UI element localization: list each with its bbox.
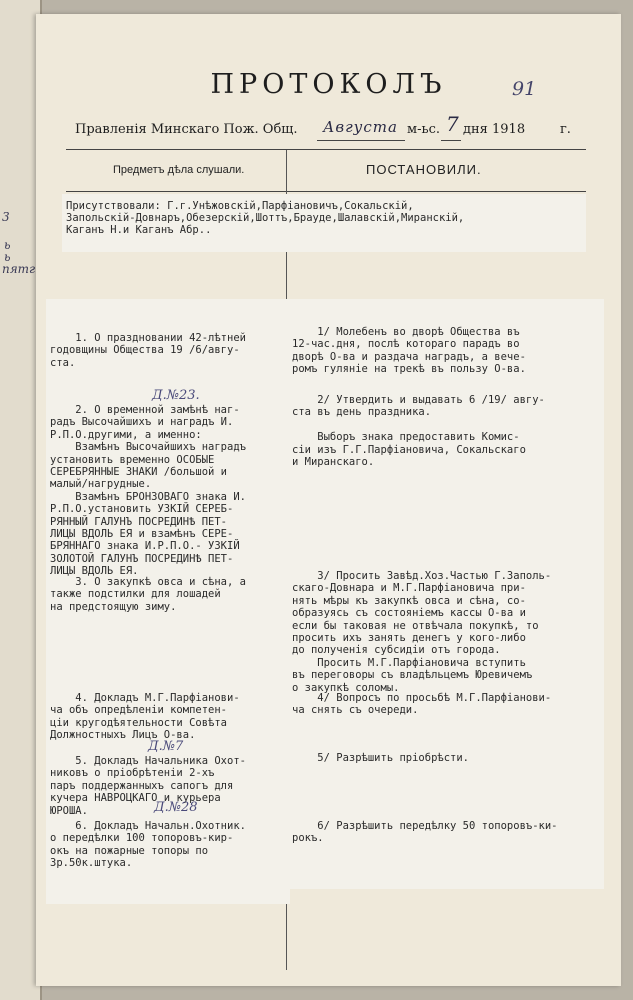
agenda-line: Взамѣнъ Высочайшихъ наградъ [50,441,246,454]
agenda-line: 6. Докладъ Начальн.Охотник. [50,820,246,832]
decision-line: Выборъ знака предоставить Комис- [292,431,520,444]
decision-line: скаго-Довнара и М.Г.Парфіановича при- [292,582,526,595]
agenda-line: 3р.50к.штука. [50,857,133,870]
header-day-year: дня 1918 [463,122,526,137]
agenda-line: Р.П.О.установить УЗКІЙ СЕРЕБ- [50,503,234,516]
agenda-line: на предстоящую зиму. [50,600,177,613]
agenda-line: кучера НАВРОЦКАГО и курьера [50,792,221,805]
attendance-line: Запольскій-Довнаръ,Обезерскій,Шоттъ,Брауде,Шалавскій,Миранскій, [66,212,465,224]
agenda-item-2 [50,404,246,578]
agenda-line: годовщины Общества 19 /6/авгу- [50,344,240,357]
agenda-line: 1. О праздновании 42-лѣтней [50,332,246,344]
margin-mark: пятг [2,262,36,276]
protocol-sheet [36,14,621,986]
decision-line: Просить М.Г.Парфіановича вступить [292,656,526,669]
decision-line: о закупкѣ соломы. [292,681,400,694]
agenda-line: ста. [50,356,76,369]
decision-line: дворѣ О-ва и раздача наградъ, а вече- [292,350,526,363]
attendance-line: Присутствовали: Г.г.Унѣжовскій,Парфіановичъ,Сокальскій, [66,200,414,212]
agenda-line: установить временно ОСОБЫЕ [50,453,215,466]
agenda-line: ЛИЦЫ ВДОЛЬ ЕЯ и взамѣнъ СЕРЕ- [50,528,234,541]
decision-line: если бы таковая не отвѣчала покупкѣ, то [292,619,539,632]
header-prefix: Правленія Минскаго Пож. Общ. [75,122,298,137]
agenda-item-1 [50,332,246,369]
decision-line: 1/ Молебенъ во дворѣ Общества въ [292,326,520,338]
agenda-line: окъ на пожарные топоры по [50,844,209,857]
case-stamp: Д.№28 [154,800,198,815]
decision-line: нять мѣры къ закупкѣ овса и сѣна, со- [292,594,526,607]
agenda-line: радъ Высочайшихъ и наградъ И. [50,416,234,429]
header-year-suffix: г. [560,122,571,137]
decision-line: ромъ гуляніе на трекѣ въ пользу О-ва. [292,363,526,376]
decision-line: 3/ Просить Завѣд.Хоз.Частью Г.Заполь- [292,570,552,582]
decision-4 [292,692,551,717]
header-day-rule [441,140,461,141]
protocol-title: ПРОТОКОЛЪ [210,69,447,100]
case-stamp: Д.№23. [152,388,200,403]
decision-2 [292,394,545,468]
agenda-line: ча объ опредѣленіи компетен- [50,704,228,717]
agenda-line: 5. Докладъ Начальника Охот- [50,755,246,767]
agenda-line: ЮРОША. [50,804,88,817]
decision-line: 5/ Разрѣшить пріобрѣсти. [292,752,470,764]
agenda-line: также подстилки для лошадей [50,588,221,601]
agenda-line: 3. О закупкѣ овса и сѣна, а [50,576,246,588]
decision-6 [292,820,558,845]
agenda-line: Взамѣнъ БРОНЗОВАГО знака И. [50,490,246,503]
agenda-line: 4. Докладъ М.Г.Парфіанови- [50,692,240,704]
decision-3 [292,570,551,694]
header-month: Августа [323,118,398,136]
agenda-line: ЗОЛОТОЙ ГАЛУНЪ ПОСРЕДИНѢ ПЕТ- [50,552,234,565]
agenda-item-5 [50,755,246,817]
agenda-item-3 [50,576,246,613]
agenda-line: никовъ о пріобрѣтеніи 2-хъ [50,767,215,780]
margin-mark: ь [4,238,11,252]
agenda-line: Р.П.О.другими, а именно: [50,428,202,441]
decision-line: въ переговоры съ владѣльцемъ Юревичемъ [292,669,533,682]
column-right-title: ПОСТАНОВИЛИ. [366,162,482,177]
decision-line: ста въ день праздника. [292,406,432,419]
agenda-line: о передѣлки 100 топоровъ-кир- [50,832,234,845]
agenda-line: малый/нагрудные. [50,478,152,491]
agenda-line: 2. О временной замѣнѣ наг- [50,404,240,416]
agenda-line: РЯННЫЙ ГАЛУНЪ ПОСРЕДИНѢ ПЕТ- [50,515,228,528]
agenda-line: СЕРЕБРЯННЫЕ ЗНАКИ /большой и [50,466,228,479]
header-rule [66,149,586,150]
column-head-rule [66,191,586,192]
decision-line: 4/ Вопросъ по просьбѣ М.Г.Парфіанови- [292,692,552,704]
attendance-line: Каганъ Н.и Каганъ Абр.. [66,224,212,236]
margin-mark: ь [4,250,11,264]
decision-line: 12-час.дня, послѣ котораго парадъ во [292,338,520,351]
decision-1 [292,326,526,376]
decision-line: сіи изъ Г.Г.Парфіановича, Сокальскаго [292,443,526,456]
header-month-rule [317,140,405,141]
agenda-line: ЛИЦЫ ВДОЛЬ ЕЯ. [50,565,139,578]
header-day: 7 [446,112,459,136]
decision-line: образуясь съ состояніемъ кассы О-ва и [292,607,526,620]
agenda-line: ціи кругодѣятельности Совѣта [50,716,228,729]
decision-line: просить ихъ занять денегъ у кого-либо [292,632,526,645]
decision-line: ча снять съ очереди. [292,704,419,717]
decision-line: 2/ Утвердить и выдавать 6 /19/ авгу- [292,394,545,406]
agenda-item-4 [50,692,240,742]
column-left-title: Предметъ дѣла слушали. [113,164,245,176]
page-number: 91 [512,78,537,100]
agenda-item-6 [50,820,246,870]
agenda-line: паръ поддержанныхъ сапогъ для [50,779,234,792]
decision-line: рокъ. [292,832,324,845]
decision-5 [292,752,469,764]
decision-line: 6/ Разрѣшить передѣлку 50 топоровъ-ки- [292,820,558,832]
decision-line: и Миранскаго. [292,456,375,469]
header-mes: м-ьс. [407,122,440,137]
decision-line: до полученія субсидіи отъ города. [292,644,501,657]
margin-mark: 3 [2,210,10,224]
agenda-line: Должностныхъ Лицъ О-ва. [50,729,196,742]
agenda-line: БРЯННАГО знака И.Р.П.О.- УЗКІЙ [50,540,240,553]
case-stamp: Д.№7 [148,739,184,754]
